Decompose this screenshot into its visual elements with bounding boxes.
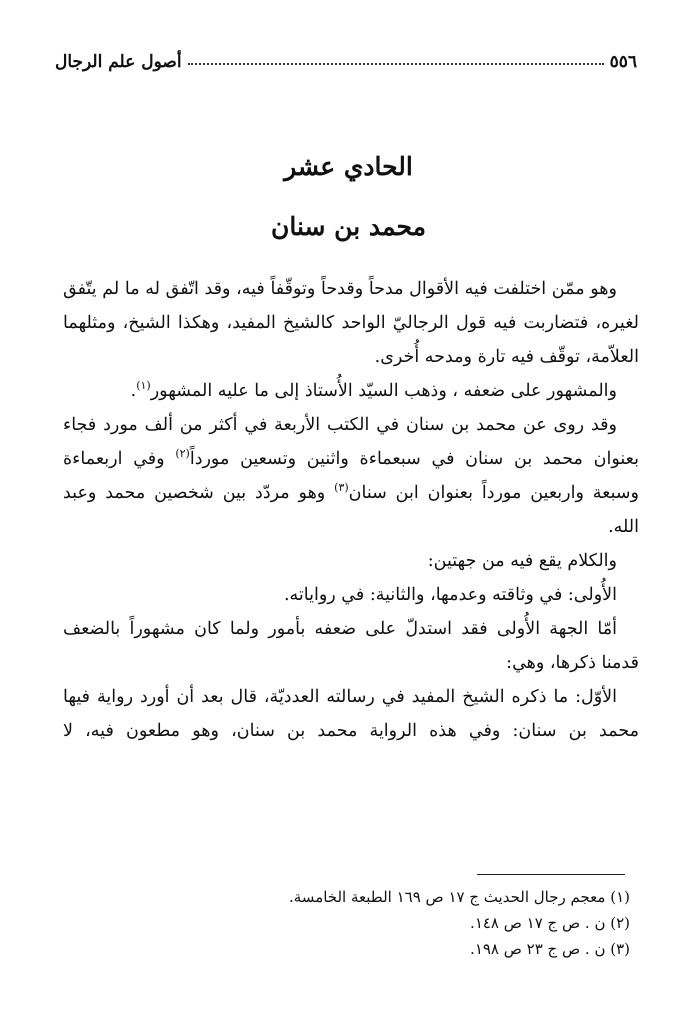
footnote-2: (٢) ن . ص ج ١٧ ص ١٤٨. [470,914,630,932]
subject-title: محمد بن سنان [271,212,426,241]
text-line: ومثلهما العلاّمة، توقّف فيه تارة ومدحه أُخرى. [63,313,639,367]
text-line: وهو ممّن اختلفت فيه الأقوال مدحاً وقدحاً وتوقّفاً فيه، وقد اتّفق له ما لم [102,279,617,299]
footnotes [63,884,630,962]
footnote-1: (١) معجم رجال الحديث ج ١٧ ص ١٦٩ الطبعة الخامسة. [289,888,630,906]
text-line: وفي اربعماءة وسبعة واربعين مورداً بعنوان ابن سنان [63,449,639,503]
paragraph-narrations [63,408,639,544]
paragraph-two-aspects [63,544,639,578]
text-line: . [130,381,137,401]
text-line: الأوّل: ما ذكره الشيخ المفيد في رسالته العدديّة، قال بعد أن أورد رواية [97,687,617,707]
paragraph-intro [63,272,639,374]
page-number: ٥٥٦ [609,52,637,72]
footnote-ref[interactable]: (٢) [175,447,190,461]
footnote-ref[interactable]: (٣) [334,481,349,495]
paragraph-mufid [63,680,639,748]
text-line: وقد روى عن محمد بن سنان في الكتب الأربعة في أكثر من ألف مورد [103,415,617,435]
chapter-title: الحادي عشر [284,152,413,181]
paragraph-first-second [63,578,639,612]
text-line: فجاء بعنوان محمد بن سنان في سبعماءة واثنين وتسعين مورداً [63,415,639,469]
text-line: الأُولى: في وثاقته وعدمها، والثانية: في رواياته. [283,585,617,605]
text-line: قدمنا ذكرها، وهي: [506,653,639,673]
text-line: فيها محمد بن سنان: وفي هذه الرواية محمد بن سنان، وهو مطعون فيه، لا [63,687,639,741]
footnote-separator [477,874,625,875]
text-line: أمّا الجهة الأُولى فقد استدلّ على ضعفه بأمور ولما كان مشهوراً بالضعف [63,619,617,639]
main-text [63,272,639,748]
paragraph-famous-opinion [63,374,639,408]
text-line: والمشهور على ضعفه ، وذهب السيّد الأُستاذ إلى ما عليه المشهور [150,381,617,401]
book-title: أصول علم الرجال [55,52,182,72]
text-line: وهو مردّد بين شخصين محمد وعبد الله. [63,483,639,537]
header-dot-leader [188,63,604,65]
footnote-3: (٣) ن . ص ج ٢٣ ص ١٩٨. [470,940,630,958]
text-line: والكلام يقع فيه من جهتين: [427,551,617,571]
paragraph-first-aspect [63,612,639,680]
text-line: يتّفق لغيره، فتضاربت فيه قول الرجاليّ الواحد كالشيخ المفيد، وهكذا الشيخ، [63,279,639,333]
running-header [55,52,637,72]
footnote-ref[interactable]: (١) [136,379,151,393]
